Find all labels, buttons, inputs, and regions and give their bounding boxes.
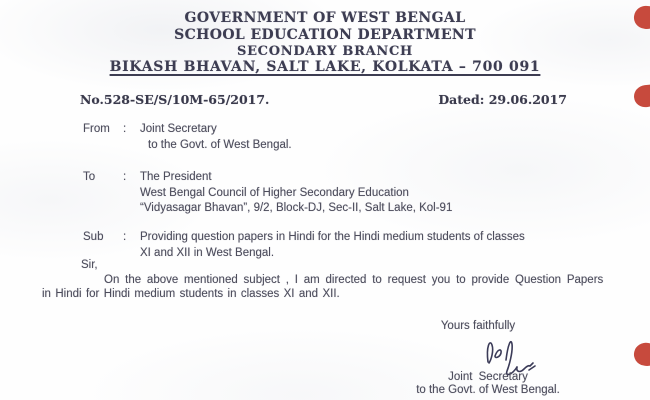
to-label: To bbox=[83, 171, 96, 183]
reference-row bbox=[80, 92, 567, 107]
to-block bbox=[83, 170, 452, 217]
from-line-2: to the Govt. of West Bengal. bbox=[148, 138, 292, 151]
from-block bbox=[83, 122, 292, 153]
subject-block bbox=[83, 230, 525, 261]
signatory-org: to the Govt. of West Bengal. bbox=[416, 384, 560, 396]
body-line-1: On the above mentioned subject , I am directed to request you to provide Question Papers bbox=[104, 274, 604, 286]
memo-number: No.528-SE/S/10M-65/2017. bbox=[80, 92, 270, 107]
signatory-title: Joint Secretary bbox=[448, 371, 528, 383]
red-ink-mark-middle bbox=[633, 84, 650, 109]
subject-colon: : bbox=[123, 231, 127, 243]
letter-date: Dated: 29.06.2017 bbox=[438, 92, 567, 107]
from-label: From bbox=[83, 123, 110, 135]
subject-line-1: Providing question papers in Hindi for the Hindi medium students of classes bbox=[140, 231, 525, 243]
salutation: Sir, bbox=[81, 259, 98, 271]
to-colon: : bbox=[123, 171, 127, 183]
from-colon: : bbox=[123, 123, 127, 135]
office-address: BIKASH BHAVAN, SALT LAKE, KOLKATA – 700 091 bbox=[109, 59, 541, 75]
org-name: GOVERNMENT OF WEST BENGAL bbox=[184, 10, 466, 26]
red-ink-mark-bottom bbox=[632, 341, 650, 369]
branch: SECONDARY BRANCH bbox=[236, 44, 413, 59]
body-line-2: in Hindi for Hindi medium students in classes XI and XII. bbox=[42, 288, 340, 300]
to-line-2: West Bengal Council of Higher Secondary Education bbox=[140, 186, 409, 199]
valediction: Yours faithfully bbox=[440, 320, 516, 332]
to-line-3: “Vidyasagar Bhavan”, 9/2, Block-DJ, Sec-II, Salt Lake, Kol-91 bbox=[140, 202, 453, 214]
subject-label: Sub bbox=[83, 231, 104, 243]
from-line-1: Joint Secretary bbox=[140, 123, 217, 135]
subject-line-2: XI and XII in West Bengal. bbox=[140, 246, 275, 259]
to-line-1: The President bbox=[140, 171, 212, 183]
department: SCHOOL EDUCATION DEPARTMENT bbox=[174, 27, 476, 43]
